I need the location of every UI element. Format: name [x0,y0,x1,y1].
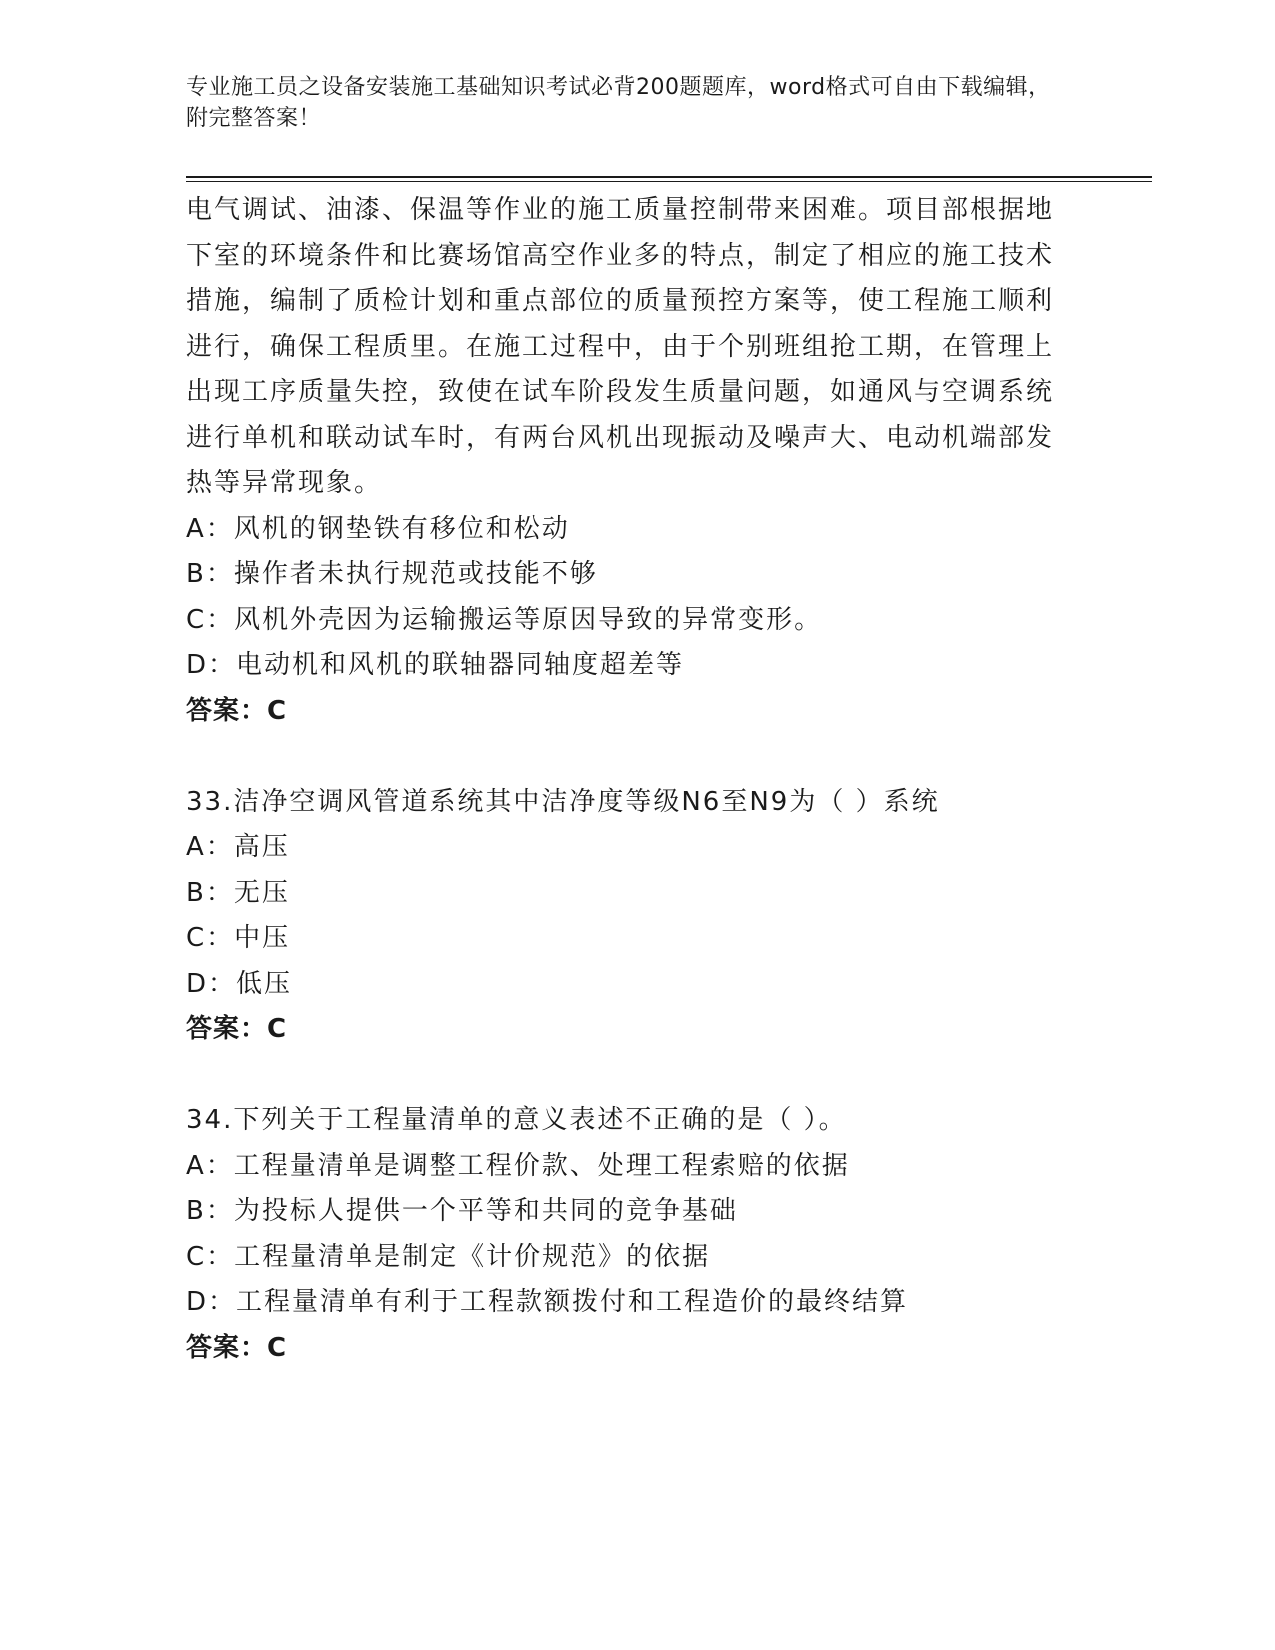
option-d: D：电动机和风机的联轴器同轴度超差等 [186,650,685,680]
question-34 [186,1098,1066,1371]
option-a: A：风机的钢垫铁有移位和松动 [186,513,570,544]
question-stem: 33.洁净空调风管道系统其中洁净度等级N6至N9为（ ）系统 [186,786,940,817]
option-b: B：操作者未执行规范或技能不够 [186,559,598,589]
option-c: C：工程量清单是制定《计价规范》的依据 [186,1241,711,1272]
option-d: D：低压 [186,968,293,999]
question-32-continued [186,188,1066,734]
spacer [186,734,1066,780]
page-header [186,72,1066,134]
question-stem-continued: 电气调试、油漆、保温等作业的施工质量控制带来困难。项目部根据地下室的环境条件和比赛场馆高空作业多的特点，制定了相应的施工技术措施，编制了质检计划和重点部位的质量预控方案等，使工程施工顺利进行，确保工程质里。在施工过程中，由于个别班组抢工期，在管理上出现工序质量失控，致使在试车阶段发生质量问题，如通风与空调系统进行单机和联动试车时，有两台风机出现振动及噪声大、电动机端部发热等异常现象。 [186,195,1055,498]
answer-line: 答案：C [186,1014,288,1044]
question-33 [186,780,1066,1053]
option-c: C：风机外壳因为运输搬运等原因导致的异常变形。 [186,604,823,635]
header-divider-thin [186,181,1152,182]
option-a: A：高压 [186,832,290,862]
answer-line: 答案：C [186,695,288,726]
header-divider-thick [186,176,1152,178]
option-b: B：无压 [186,877,290,908]
option-c: C：中压 [186,923,291,953]
question-content [186,188,1066,1371]
document-title: 专业施工员之设备安装施工基础知识考试必背200题题库，word格式可自由下载编辑，附完整答案！ [186,75,1051,131]
option-a: A：工程量清单是调整工程价款、处理工程索赔的依据 [186,1150,850,1181]
option-d: D：工程量清单有利于工程款额拨付和工程造价的最终结算 [186,1287,909,1317]
question-stem: 34.下列关于工程量清单的意义表述不正确的是（ ）。 [186,1105,847,1135]
option-b: B：为投标人提供一个平等和共同的竞争基础 [186,1196,738,1226]
spacer [186,1053,1066,1099]
answer-line: 答案：C [186,1332,288,1363]
